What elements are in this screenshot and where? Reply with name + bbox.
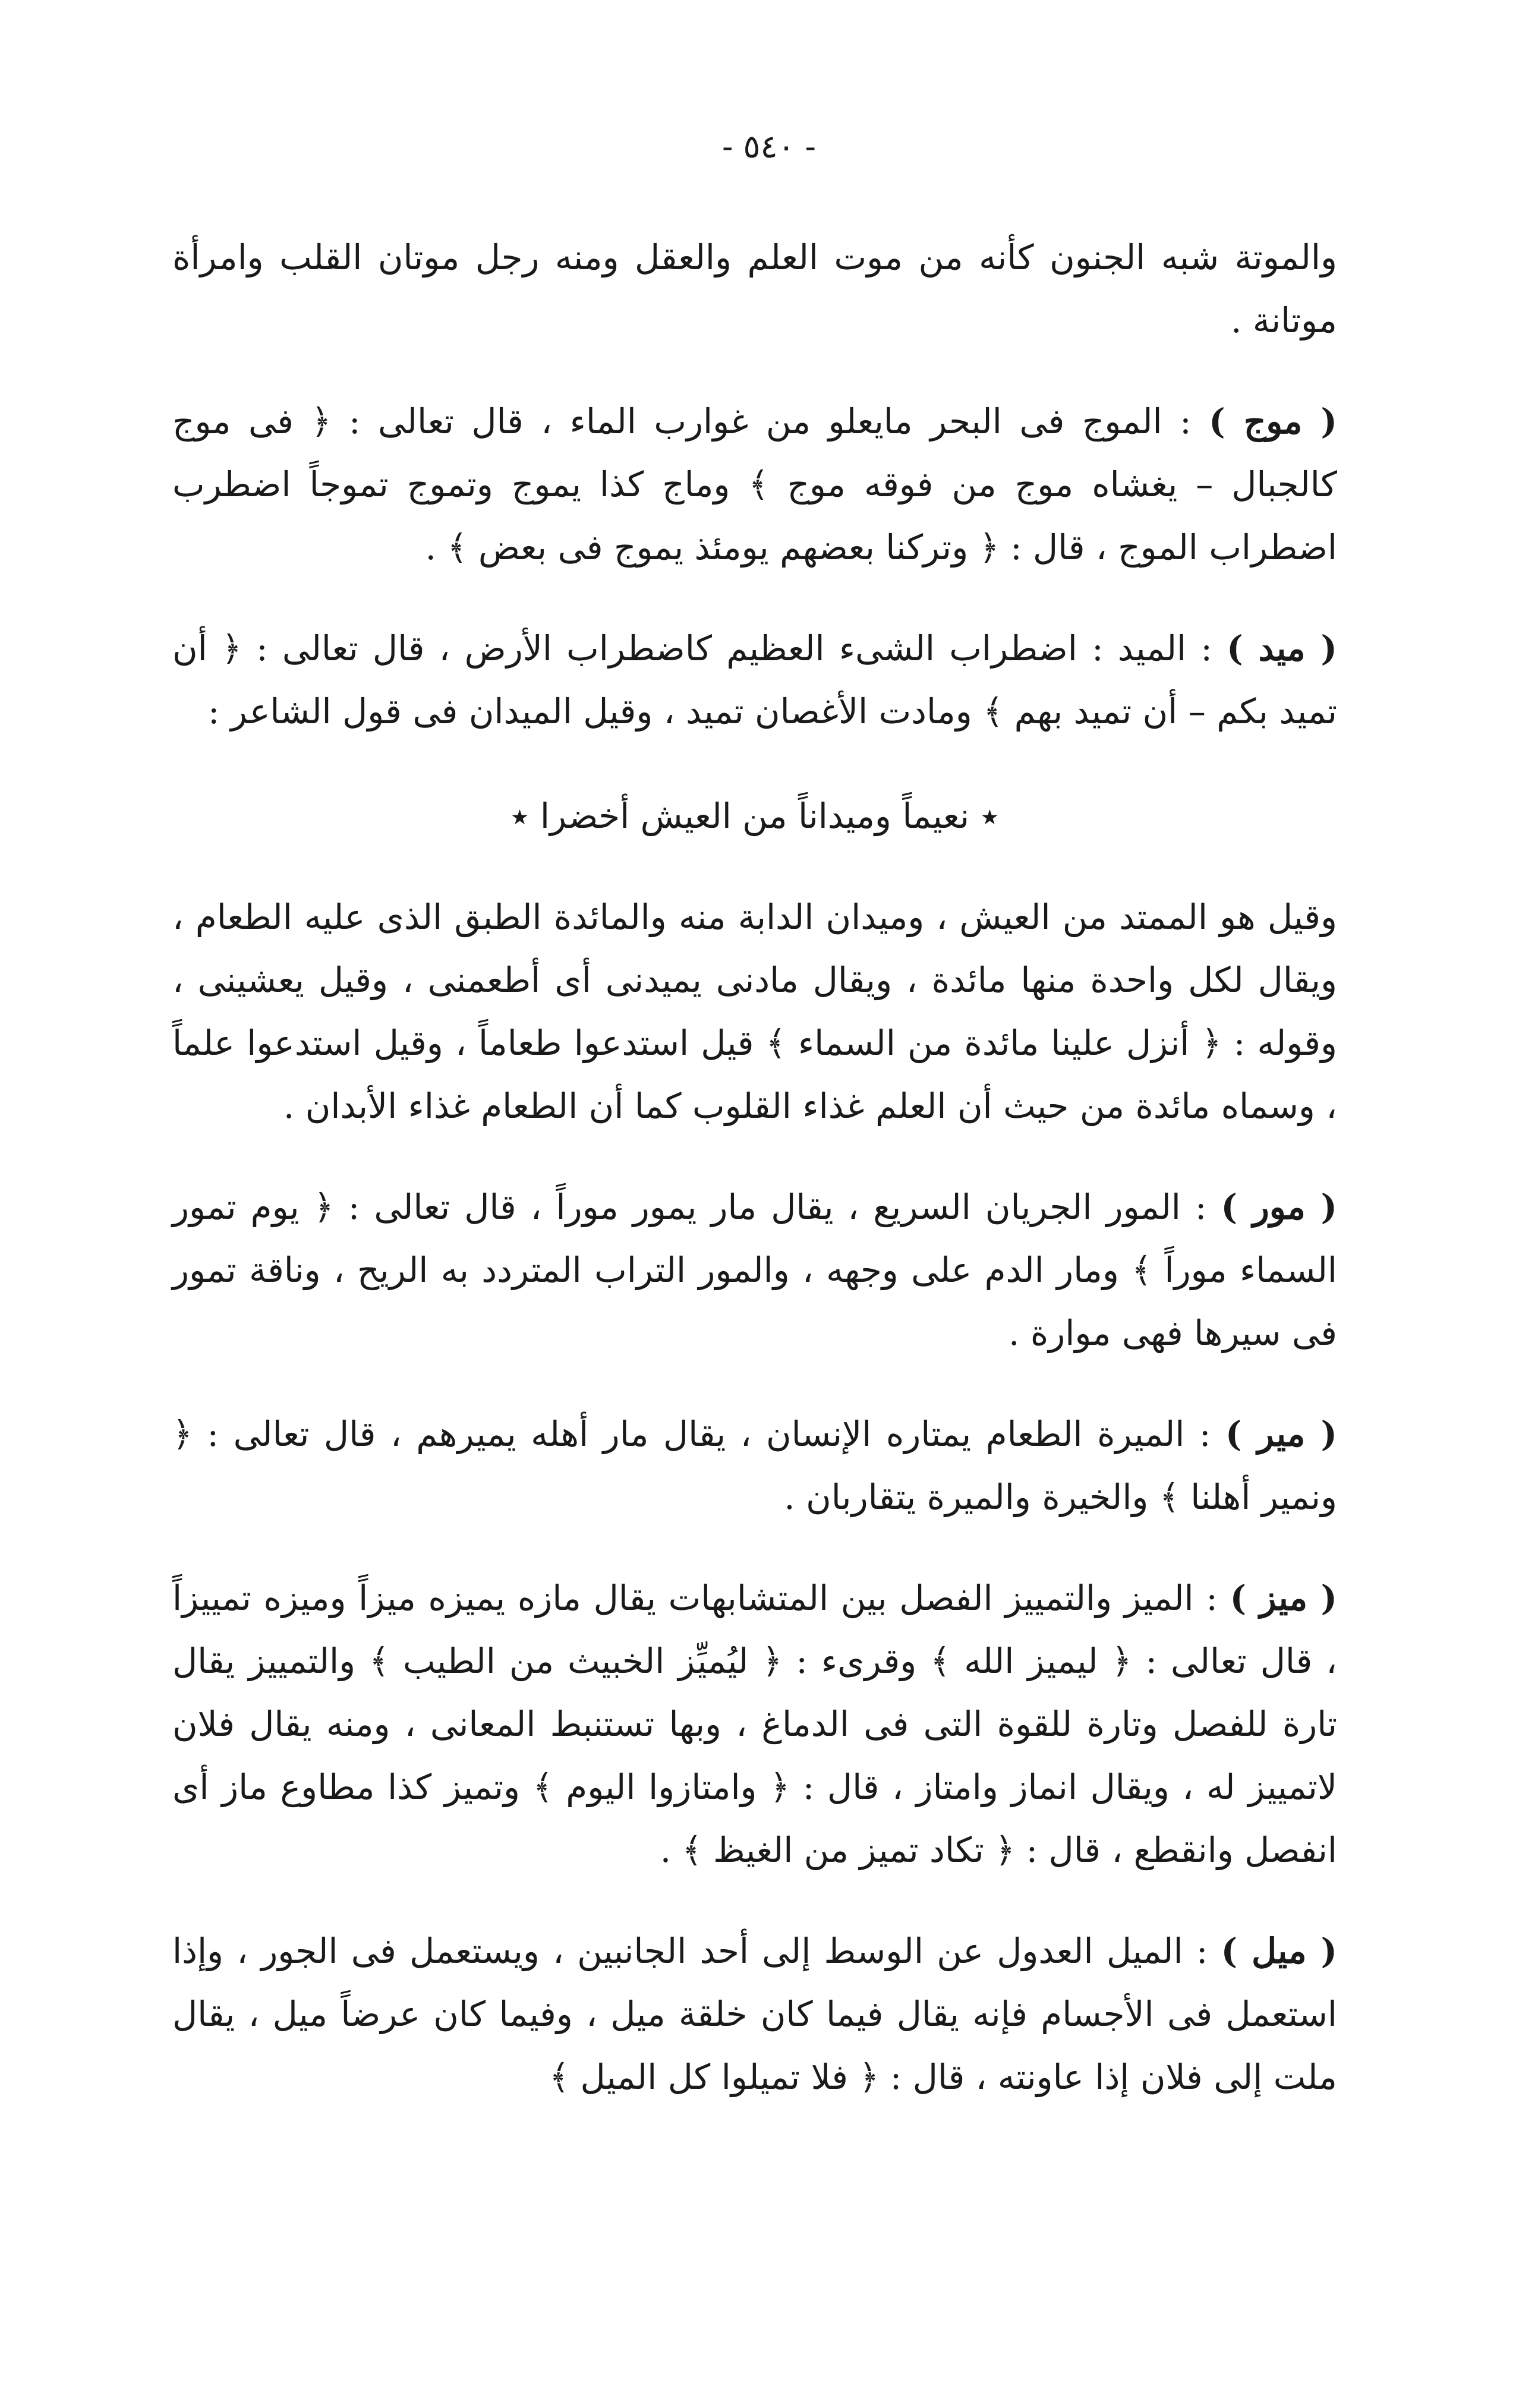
page-body — [172, 226, 1337, 2147]
paragraph-mawta — [172, 226, 1337, 352]
entry-headword: ( موج ) — [1209, 401, 1337, 442]
entry-text: : الموج فى البحر مايعلو من غوارب الماء ، قال تعالى : ﴿ فى موج كالجبال – يغشاه موج من فوقه موج ﴾ وماج كذا يموج وتموج تموجاً اضطرب اضطراب الموج ، قال : ﴿ وتركنا بعضهم يومئذ يموج فى بعض ﴾ . — [172, 401, 1337, 568]
entry-text: : المور الجريان السريع ، يقال مار يمور موراً ، قال تعالى : ﴿ يوم تمور السماء موراً ﴾ ومار الدم على وجهه ، والمور التراب المتردد به الريح ، وناقة تمور فى سيرها فهى موارة . — [172, 1187, 1337, 1353]
entry-headword: ( ميز ) — [1230, 1578, 1338, 1618]
entry-headword: ( ميل ) — [1221, 1931, 1337, 1971]
entry-text: : الميز والتمييز الفصل بين المتشابهات يقال مازه يميزه ميزاً وميزه تمييزاً ، قال تعالى : ﴿ ليميز الله ﴾ وقرىء : ﴿ ليُميِّز الخبيث من الطيب ﴾ والتمييز يقال تارة للفصل وتارة للقوة التى فى الدماغ ، وبها تستنبط المعانى ، ومنه يقال فلان لاتمييز له ، ويقال انماز وامتاز ، قال : ﴿ وامتازوا اليوم ﴾ وتميز كذا مطاوع ماز أى انفصل وانقطع ، قال : ﴿ تكاد تميز من الغيظ ﴾ . — [172, 1578, 1337, 1870]
entry-mayz — [172, 1567, 1337, 1881]
paragraph-text: وقيل هو الممتد من العيش ، وميدان الدابة منه والمائدة الطبق الذى عليه الطعام ، ويقال لكل واحدة منها مائدة ، ويقال مادنى يميدنى أى أطعمنى ، وقيل يعشينى ، وقوله : ﴿ أنزل علينا مائدة من السماء ﴾ قيل استدعوا طعاماً ، وقيل استدعوا علماً ، وسماه مائدة من حيث أن العلم غذاء القلوب كما أن الطعام غذاء الأبدان . — [172, 897, 1337, 1126]
entry-headword: ( مور ) — [1221, 1187, 1338, 1227]
entry-headword: ( مير ) — [1225, 1414, 1338, 1454]
entry-text: : الميد : اضطراب الشىء العظيم كاضطراب الأرض ، قال تعالى : ﴿ أن تميد بكم – أن تميد بهم ﴾ ومادت الأغصان تميد ، وقيل الميدان فى قول الشاعر : — [172, 628, 1337, 732]
paragraph-text: والموتة شبه الجنون كأنه من موت العلم والعقل ومنه رجل موتان القلب وامرأة موتانة . — [172, 237, 1337, 341]
paragraph-maida — [172, 885, 1337, 1137]
entry-text: : الميل العدول عن الوسط إلى أحد الجانبين ، ويستعمل فى الجور ، وإذا استعمل فى الأجسام فإنه يقال فيما كان خلقة ميل ، وفيما كان عرضاً ميل ، يقال ملت إلى فلان إذا عاونته ، قال : ﴿ فلا تميلوا كل الميل ﴾ — [172, 1931, 1337, 2097]
entry-mayd — [172, 617, 1337, 743]
entry-mawr — [172, 1175, 1337, 1364]
entry-headword: ( ميد ) — [1227, 628, 1337, 669]
entry-text: : الميرة الطعام يمتاره الإنسان ، يقال مار أهله يميرهم ، قال تعالى : ﴿ ونمير أهلنا ﴾ والخيرة والميرة يتقاربان . — [172, 1414, 1337, 1517]
entry-mawj — [172, 390, 1337, 579]
poetry-verse: ٭ نعيماً وميداناً من العيش أخضرا ٭ — [510, 796, 1000, 836]
entry-mayr — [172, 1402, 1337, 1528]
entry-mayl — [172, 1920, 1337, 2108]
page-number: - ٥٤٠ - — [722, 128, 816, 165]
